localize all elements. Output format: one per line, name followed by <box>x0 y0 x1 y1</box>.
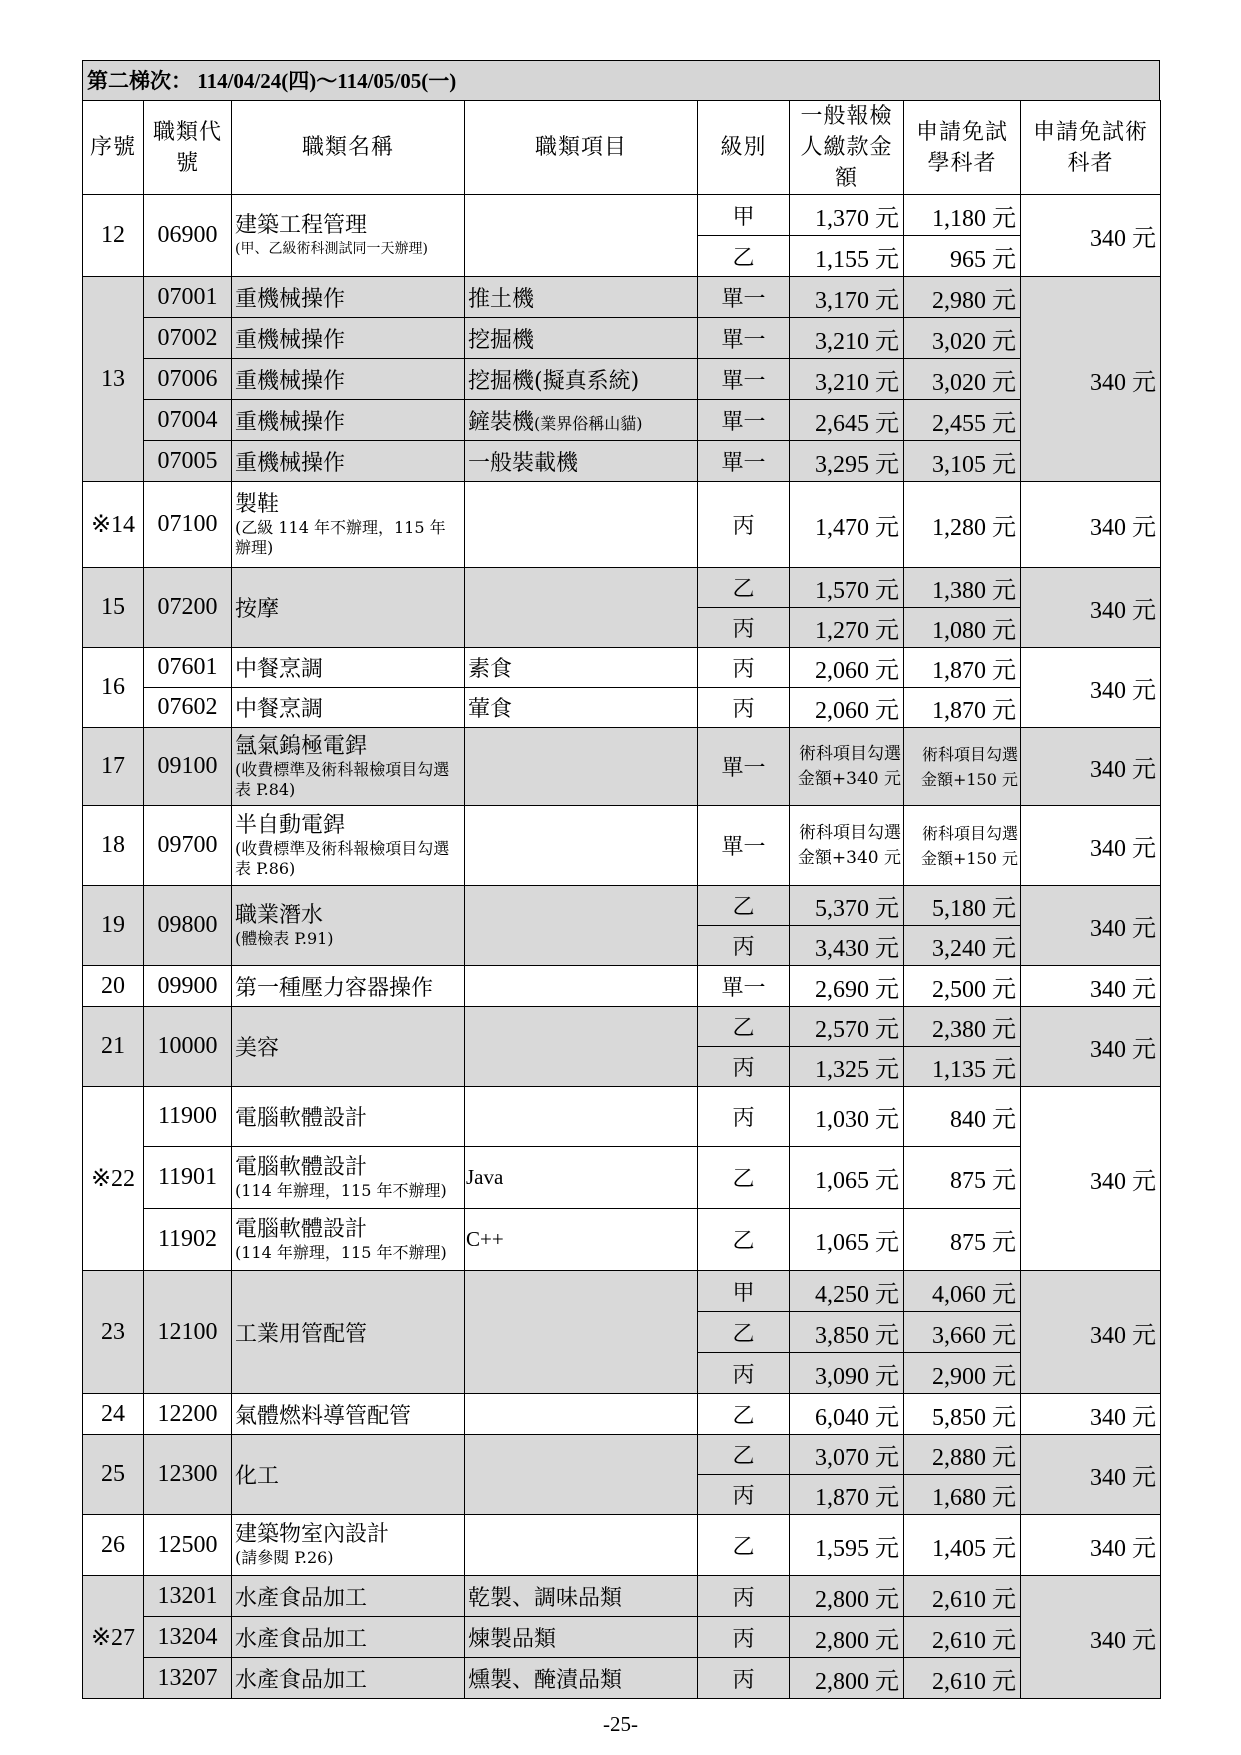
row-fee-general: 1,065 元 <box>790 1147 904 1209</box>
row-no: 26 <box>83 1515 144 1576</box>
row-fee-theory-line1: 術科項目勾選 <box>921 823 1018 843</box>
row-code: 13201 <box>144 1576 232 1617</box>
row-fee-theory: 1,405 元 <box>904 1515 1021 1576</box>
row-fee-practical: 340 元 <box>1021 806 1161 886</box>
row-fee-general: 3,850 元 <box>790 1312 904 1353</box>
row-fee-general: 3,090 元 <box>790 1353 904 1394</box>
row-item <box>465 966 698 1007</box>
row-no: 19 <box>83 886 144 966</box>
row-fee-theory: 875 元 <box>904 1147 1021 1209</box>
row-fee-theory: 1,280 元 <box>904 482 1021 568</box>
row-level: 乙 <box>698 568 790 608</box>
row-level: 乙 <box>698 1312 790 1353</box>
table-row <box>83 688 1161 728</box>
row-no: 21 <box>83 1007 144 1087</box>
row-no: 18 <box>83 806 144 886</box>
row-item <box>465 1087 698 1147</box>
row-name: 重機械操作 <box>232 441 465 482</box>
row-code: 06900 <box>144 195 232 277</box>
row-item: 一般裝載機 <box>465 441 698 482</box>
row-level: 乙 <box>698 1209 790 1271</box>
table-row <box>83 359 1161 400</box>
row-fee-theory: 2,455 元 <box>904 400 1021 441</box>
col-header-item: 職類項目 <box>465 101 698 195</box>
row-code: 09700 <box>144 806 232 886</box>
row-fee-general-cell <box>790 728 904 806</box>
table-row <box>83 1515 1161 1576</box>
row-name: 水產食品加工 <box>232 1576 465 1617</box>
row-fee-theory: 1,180 元 <box>904 195 1021 236</box>
row-name: 製鞋 <box>235 491 280 517</box>
row-level: 乙 <box>698 236 790 277</box>
row-name: 按摩 <box>232 568 465 648</box>
row-name-cell <box>232 482 465 568</box>
table-row <box>83 400 1161 441</box>
row-item: 挖掘機(擬真系統) <box>465 359 698 400</box>
table-row <box>83 318 1161 359</box>
row-name-cell <box>232 1209 465 1271</box>
row-item <box>465 1394 698 1435</box>
table-row <box>83 1394 1161 1435</box>
row-fee-general: 3,170 元 <box>790 277 904 318</box>
row-fee-practical: 340 元 <box>1021 482 1161 568</box>
row-level: 乙 <box>698 1147 790 1209</box>
row-fee-general-line2: 金額+340 元 <box>797 847 901 868</box>
row-name: 職業潛水 <box>235 902 324 928</box>
row-fee-practical: 340 元 <box>1021 886 1161 966</box>
row-fee-theory: 1,080 元 <box>904 608 1021 648</box>
row-level: 丙 <box>698 608 790 648</box>
row-no: ※27 <box>83 1576 144 1699</box>
table-row <box>83 195 1161 236</box>
row-item <box>465 195 698 277</box>
col-header-no: 序號 <box>83 101 144 195</box>
row-fee-theory: 1,380 元 <box>904 568 1021 608</box>
row-fee-general: 1,570 元 <box>790 568 904 608</box>
row-fee-general: 2,060 元 <box>790 688 904 728</box>
row-name-cell <box>232 1147 465 1209</box>
row-name-cell <box>232 1515 465 1576</box>
row-fee-theory: 1,680 元 <box>904 1475 1021 1515</box>
row-level: 丙 <box>698 1475 790 1515</box>
row-fee-general: 1,370 元 <box>790 195 904 236</box>
row-fee-practical: 340 元 <box>1021 1435 1161 1515</box>
table-row <box>83 568 1161 608</box>
row-fee-general-line2: 金額+340 元 <box>797 768 901 789</box>
row-no: 25 <box>83 1435 144 1515</box>
row-fee-general: 1,325 元 <box>790 1047 904 1087</box>
row-no: 16 <box>83 648 144 728</box>
row-fee-general-line1: 術科項目勾選 <box>799 743 901 764</box>
row-fee-theory: 2,980 元 <box>904 277 1021 318</box>
row-item: 鏟裝機 <box>468 409 535 435</box>
row-name: 水產食品加工 <box>232 1658 465 1699</box>
row-fee-general: 2,800 元 <box>790 1576 904 1617</box>
row-fee-theory: 1,870 元 <box>904 688 1021 728</box>
row-level: 丙 <box>698 1576 790 1617</box>
row-fee-practical: 340 元 <box>1021 1515 1161 1576</box>
row-level: 丙 <box>698 1353 790 1394</box>
table-row <box>83 1007 1161 1047</box>
row-fee-theory: 1,135 元 <box>904 1047 1021 1087</box>
table-row <box>83 1209 1161 1271</box>
row-item: 葷食 <box>465 688 698 728</box>
row-level: 甲 <box>698 1271 790 1312</box>
row-level: 單一 <box>698 277 790 318</box>
row-item <box>465 1271 698 1394</box>
row-fee-general: 3,210 元 <box>790 359 904 400</box>
fee-table-document <box>82 60 1160 1699</box>
row-code: 10000 <box>144 1007 232 1087</box>
row-item: 推土機 <box>465 277 698 318</box>
row-fee-theory: 5,850 元 <box>904 1394 1021 1435</box>
row-code: 12300 <box>144 1435 232 1515</box>
row-name: 中餐烹調 <box>232 688 465 728</box>
row-level: 丙 <box>698 1617 790 1658</box>
row-fee-general: 1,030 元 <box>790 1087 904 1147</box>
row-note: (114 年辦理，115 年不辦理) <box>235 1180 447 1200</box>
row-fee-theory: 2,610 元 <box>904 1617 1021 1658</box>
row-no: ※22 <box>83 1087 144 1271</box>
table-row <box>83 966 1161 1007</box>
row-fee-general: 3,295 元 <box>790 441 904 482</box>
row-note: (甲、乙級術科測試同一天辦理) <box>235 240 428 257</box>
row-no: ※14 <box>83 482 144 568</box>
fee-table <box>82 100 1161 1699</box>
row-code: 11900 <box>144 1087 232 1147</box>
row-code: 07005 <box>144 441 232 482</box>
row-fee-practical: 340 元 <box>1021 1576 1161 1699</box>
row-fee-general: 2,800 元 <box>790 1617 904 1658</box>
col-header-level: 級別 <box>698 101 790 195</box>
row-fee-theory: 3,105 元 <box>904 441 1021 482</box>
table-row <box>83 1147 1161 1209</box>
row-fee-practical: 340 元 <box>1021 648 1161 728</box>
row-no: 24 <box>83 1394 144 1435</box>
row-item <box>465 482 698 568</box>
table-row <box>83 886 1161 926</box>
row-note: (114 年辦理，115 年不辦理) <box>235 1242 447 1262</box>
row-name-cell <box>232 886 465 966</box>
row-fee-theory: 1,870 元 <box>904 648 1021 688</box>
row-fee-practical: 340 元 <box>1021 568 1161 648</box>
table-row <box>83 648 1161 688</box>
row-fee-practical: 340 元 <box>1021 1271 1161 1394</box>
row-note: (請參閱 P.26) <box>235 1548 334 1567</box>
row-fee-practical: 340 元 <box>1021 1007 1161 1087</box>
row-level: 單一 <box>698 441 790 482</box>
row-item: 煉製品類 <box>465 1617 698 1658</box>
row-fee-theory: 3,660 元 <box>904 1312 1021 1353</box>
row-name: 建築工程管理 <box>235 212 368 238</box>
row-fee-general-line1: 術科項目勾選 <box>799 822 901 843</box>
row-no: 13 <box>83 277 144 482</box>
row-level: 甲 <box>698 195 790 236</box>
row-item <box>465 1435 698 1515</box>
row-level: 單一 <box>698 400 790 441</box>
row-item <box>465 886 698 966</box>
row-item: Java <box>465 1147 698 1209</box>
row-fee-theory: 3,240 元 <box>904 926 1021 966</box>
table-row <box>83 441 1161 482</box>
row-level: 乙 <box>698 1515 790 1576</box>
row-fee-general: 3,210 元 <box>790 318 904 359</box>
row-fee-general-cell <box>790 806 904 886</box>
row-name: 化工 <box>232 1435 465 1515</box>
row-fee-general: 2,570 元 <box>790 1007 904 1047</box>
row-level: 單一 <box>698 359 790 400</box>
row-code: 12100 <box>144 1271 232 1394</box>
row-fee-general: 6,040 元 <box>790 1394 904 1435</box>
row-fee-theory: 3,020 元 <box>904 359 1021 400</box>
row-code: 13204 <box>144 1617 232 1658</box>
row-name: 重機械操作 <box>232 277 465 318</box>
row-item: 乾製、調味品類 <box>465 1576 698 1617</box>
row-code: 11902 <box>144 1209 232 1271</box>
table-row <box>83 277 1161 318</box>
row-fee-general: 2,060 元 <box>790 648 904 688</box>
row-code: 07004 <box>144 400 232 441</box>
row-no: 23 <box>83 1271 144 1394</box>
row-fee-theory: 2,610 元 <box>904 1576 1021 1617</box>
row-code: 12200 <box>144 1394 232 1435</box>
table-row <box>83 1576 1161 1617</box>
table-row <box>83 1271 1161 1312</box>
row-level: 丙 <box>698 648 790 688</box>
row-fee-theory: 2,610 元 <box>904 1658 1021 1699</box>
row-fee-practical: 340 元 <box>1021 277 1161 482</box>
col-header-exempt-theory: 申請免試學科者 <box>904 101 1021 195</box>
row-fee-theory: 4,060 元 <box>904 1271 1021 1312</box>
row-fee-general: 5,370 元 <box>790 886 904 926</box>
row-code: 07002 <box>144 318 232 359</box>
row-name: 重機械操作 <box>232 318 465 359</box>
table-row <box>83 1087 1161 1147</box>
col-header-exempt-practical: 申請免試術科者 <box>1021 101 1161 195</box>
row-name: 重機械操作 <box>232 400 465 441</box>
row-item: 挖掘機 <box>465 318 698 359</box>
col-header-code: 職類代號 <box>144 101 232 195</box>
table-row <box>83 482 1161 568</box>
row-level: 丙 <box>698 926 790 966</box>
row-fee-practical: 340 元 <box>1021 966 1161 1007</box>
row-level: 單一 <box>698 806 790 886</box>
row-fee-theory: 875 元 <box>904 1209 1021 1271</box>
row-name: 工業用管配管 <box>232 1271 465 1394</box>
row-level: 丙 <box>698 1047 790 1087</box>
row-code: 07001 <box>144 277 232 318</box>
row-name-cell <box>232 728 465 806</box>
row-fee-theory-cell <box>904 728 1021 806</box>
row-fee-general: 3,430 元 <box>790 926 904 966</box>
row-level: 單一 <box>698 966 790 1007</box>
row-name-cell <box>232 195 465 277</box>
row-fee-theory: 5,180 元 <box>904 886 1021 926</box>
row-no: 20 <box>83 966 144 1007</box>
row-code: 12500 <box>144 1515 232 1576</box>
row-fee-theory-line2: 金額+150 元 <box>920 769 1018 789</box>
row-no: 17 <box>83 728 144 806</box>
row-no: 15 <box>83 568 144 648</box>
row-code: 07601 <box>144 648 232 688</box>
row-item: 燻製、醃漬品類 <box>465 1658 698 1699</box>
col-header-name: 職類名稱 <box>232 101 465 195</box>
row-fee-general: 1,155 元 <box>790 236 904 277</box>
row-name: 中餐烹調 <box>232 648 465 688</box>
row-fee-general: 1,870 元 <box>790 1475 904 1515</box>
row-code: 09900 <box>144 966 232 1007</box>
row-name: 電腦軟體設計 <box>232 1087 465 1147</box>
row-item <box>465 1007 698 1087</box>
session-banner: 第二梯次： 114/04/24(四)～114/05/05(一) <box>82 60 1160 100</box>
table-row <box>83 1435 1161 1475</box>
row-fee-general: 1,270 元 <box>790 608 904 648</box>
row-name-cell <box>232 806 465 886</box>
row-fee-theory: 2,900 元 <box>904 1353 1021 1394</box>
row-fee-general: 1,470 元 <box>790 482 904 568</box>
row-fee-general: 1,595 元 <box>790 1515 904 1576</box>
row-name: 氬氣鎢極電銲 <box>235 733 368 759</box>
row-fee-general: 2,800 元 <box>790 1658 904 1699</box>
row-fee-practical: 340 元 <box>1021 1394 1161 1435</box>
page-number: -25- <box>603 1712 638 1736</box>
row-fee-theory-line2: 金額+150 元 <box>920 848 1018 868</box>
row-name: 氣體燃料導管配管 <box>232 1394 465 1435</box>
row-item: C++ <box>465 1209 698 1271</box>
row-fee-practical: 340 元 <box>1021 1087 1161 1271</box>
row-item-cell <box>465 400 698 441</box>
header-row <box>83 101 1161 195</box>
row-level: 乙 <box>698 1394 790 1435</box>
row-fee-general: 4,250 元 <box>790 1271 904 1312</box>
row-code: 07100 <box>144 482 232 568</box>
row-fee-general: 3,070 元 <box>790 1435 904 1475</box>
row-code: 09800 <box>144 886 232 966</box>
row-fee-practical: 340 元 <box>1021 728 1161 806</box>
row-fee-theory: 3,020 元 <box>904 318 1021 359</box>
row-note: (收費標準及術科報檢項目勾選表 P.84) <box>235 759 450 799</box>
row-name: 重機械操作 <box>232 359 465 400</box>
row-name: 美容 <box>232 1007 465 1087</box>
row-level: 乙 <box>698 1007 790 1047</box>
row-code: 07602 <box>144 688 232 728</box>
row-code: 11901 <box>144 1147 232 1209</box>
table-row <box>83 1658 1161 1699</box>
row-no: 12 <box>83 195 144 277</box>
row-level: 丙 <box>698 482 790 568</box>
row-level: 單一 <box>698 728 790 806</box>
row-fee-theory: 2,380 元 <box>904 1007 1021 1047</box>
row-name: 電腦軟體設計 <box>235 1216 368 1242</box>
row-name: 第一種壓力容器操作 <box>232 966 465 1007</box>
row-item <box>465 568 698 648</box>
row-code: 09100 <box>144 728 232 806</box>
row-item: 素食 <box>465 648 698 688</box>
row-fee-theory: 840 元 <box>904 1087 1021 1147</box>
row-name: 水產食品加工 <box>232 1617 465 1658</box>
row-level: 丙 <box>698 1658 790 1699</box>
row-level: 單一 <box>698 318 790 359</box>
row-item <box>465 806 698 886</box>
row-level: 乙 <box>698 886 790 926</box>
row-level: 丙 <box>698 688 790 728</box>
row-fee-theory: 965 元 <box>904 236 1021 277</box>
row-note: (收費標準及術科報檢項目勾選表 P.86) <box>235 838 450 878</box>
row-fee-practical: 340 元 <box>1021 195 1161 277</box>
col-header-fee-general: 一般報檢人繳款金額 <box>790 101 904 195</box>
row-item <box>465 1515 698 1576</box>
row-note: (乙級 114 年不辦理，115 年辦理) <box>235 517 446 557</box>
row-name: 電腦軟體設計 <box>235 1154 368 1180</box>
row-code: 07006 <box>144 359 232 400</box>
table-row <box>83 728 1161 806</box>
row-code: 07200 <box>144 568 232 648</box>
row-code: 13207 <box>144 1658 232 1699</box>
row-level: 丙 <box>698 1087 790 1147</box>
row-note: (體檢表 P.91) <box>235 928 334 948</box>
row-fee-theory: 2,880 元 <box>904 1435 1021 1475</box>
row-fee-theory: 2,500 元 <box>904 966 1021 1007</box>
table-row <box>83 1617 1161 1658</box>
row-fee-general: 1,065 元 <box>790 1209 904 1271</box>
row-item-note: (業界俗稱山貓) <box>534 413 643 433</box>
row-fee-theory-cell <box>904 806 1021 886</box>
row-fee-theory-line1: 術科項目勾選 <box>921 744 1018 764</box>
row-item <box>465 728 698 806</box>
row-name: 建築物室內設計 <box>235 1522 390 1547</box>
row-fee-general: 2,645 元 <box>790 400 904 441</box>
row-fee-general: 2,690 元 <box>790 966 904 1007</box>
row-name: 半自動電銲 <box>235 812 346 838</box>
table-row <box>83 806 1161 886</box>
row-level: 乙 <box>698 1435 790 1475</box>
